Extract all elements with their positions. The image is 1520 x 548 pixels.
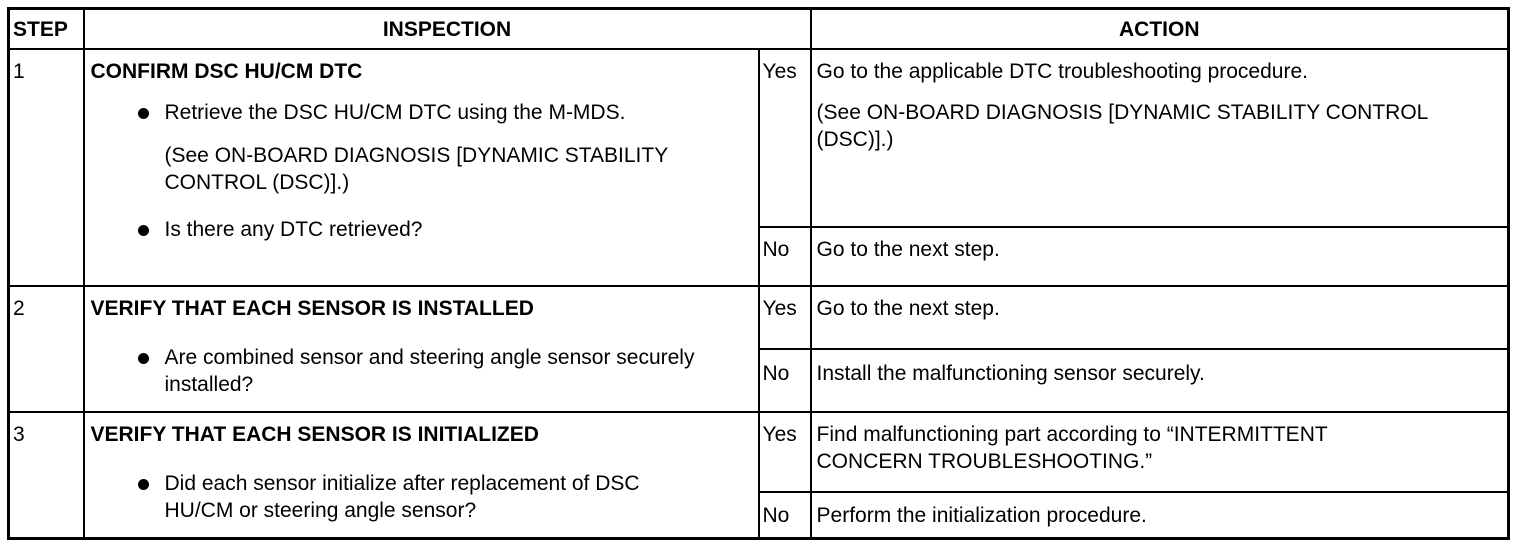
yes-action-text: Go to the applicable DTC troubleshooting procedure. [816,60,1308,83]
step-number: 1 [9,49,84,286]
inspection-title: VERIFY THAT EACH SENSOR IS INSTALLED [90,297,534,320]
no-action-text: Install the malfunctioning sensor securely. [811,349,1509,412]
bullet-icon [138,225,149,236]
inspection-cell [84,286,759,412]
yes-label: Yes [759,412,811,492]
inspection-column-header: INSPECTION [84,9,811,50]
table-row [9,286,1509,349]
bullet-icon [138,479,149,490]
no-label: No [759,492,811,538]
troubleshooting-table [7,7,1510,540]
no-action-text: Perform the initialization procedure. [811,492,1509,538]
table-row [9,412,1509,492]
bullet-icon [138,108,149,119]
yes-label: Yes [759,286,811,349]
yes-action-text: Go to the next step. [811,286,1509,349]
inspection-bullet [135,99,750,196]
yes-action-cell [811,49,1509,227]
inspection-title: VERIFY THAT EACH SENSOR IS INITIALIZED [90,423,539,446]
inspection-title: CONFIRM DSC HU/CM DTC [90,60,363,83]
inspection-bullet [135,344,750,398]
step-number: 2 [9,286,84,412]
inspection-bullets [91,99,750,243]
action-column-header: ACTION [811,9,1509,50]
step-column-header: STEP [9,9,84,50]
header-row [9,9,1509,50]
yes-action-text: Find malfunctioning part according to “INTERMITTENT CONCERN TROUBLESHOOTING.” [811,412,1509,492]
bullet-icon [138,353,149,364]
step-number: 3 [9,412,84,538]
bullet-text: Is there any DTC retrieved? [164,218,423,241]
troubleshooting-table-container [7,7,1507,540]
bullet-text: Did each sensor initialize after replacement of DSC HU/CM or steering angle sensor? [164,472,640,522]
yes-action-reference: (See ON-BOARD DIAGNOSIS [DYNAMIC STABILITY CONTROL (DSC)].) [816,101,1428,151]
inspection-bullet [135,470,750,524]
no-label: No [759,227,811,286]
inspection-bullets [91,470,750,524]
inspection-cell [84,49,759,286]
yes-label: Yes [759,49,811,227]
bullet-text: Retrieve the DSC HU/CM DTC using the M-MDS. [164,101,626,124]
inspection-bullets [91,344,750,398]
bullet-text: Are combined sensor and steering angle sensor securely installed? [164,346,695,396]
bullet-reference: (See ON-BOARD DIAGNOSIS [DYNAMIC STABILITY CONTROL (DSC)].) [164,144,668,194]
inspection-cell [84,412,759,538]
table-row [9,49,1509,227]
no-label: No [759,349,811,412]
inspection-bullet [135,216,750,243]
no-action-text: Go to the next step. [811,227,1509,286]
